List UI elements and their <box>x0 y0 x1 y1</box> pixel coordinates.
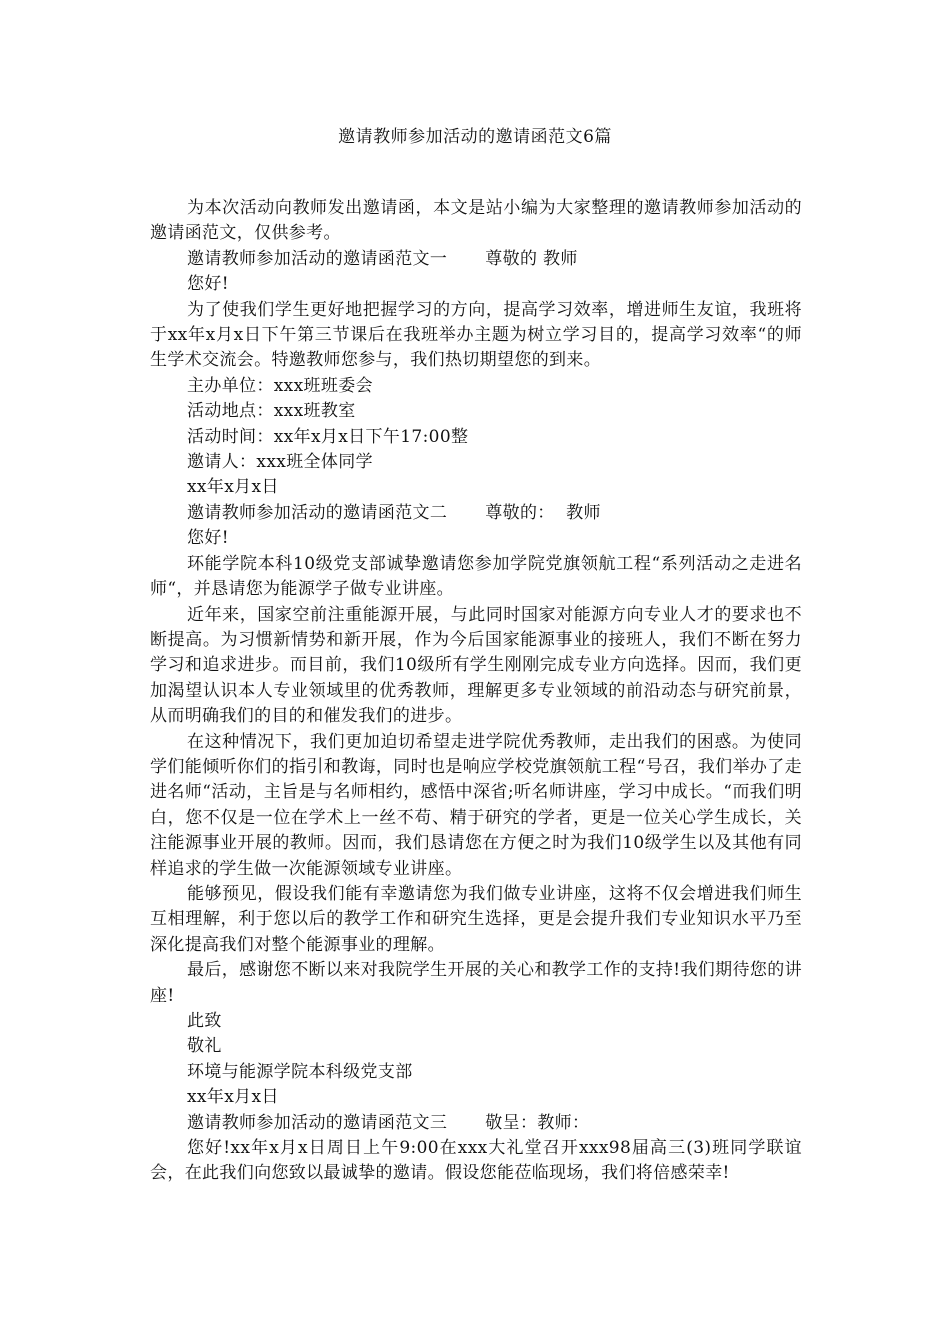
sample-three-salutation: 敬呈：教师： <box>485 1112 590 1133</box>
document-title: 邀请教师参加活动的邀请函范文6篇 <box>338 127 612 147</box>
venue-line: 活动地点：xxx班教室 <box>187 401 356 422</box>
date-line: xx年x月x日 <box>187 1087 279 1108</box>
closing-line: 此致 <box>187 1011 222 1031</box>
sample-three-title: 邀请教师参加活动的邀请函范文三 <box>187 1112 448 1133</box>
greeting: 您好! <box>187 274 229 295</box>
closing-line: 敬礼 <box>187 1036 222 1057</box>
sample-one-salutation: 尊敬的 教师 <box>485 248 578 269</box>
body-paragraph: 您好!xx年x月x日周日上午9:00在xxx大礼堂召开xxx98届高三(3)班同学联谊会，在此我们向您致以最诚挚的邀请。假设您能莅临现场，我们将倍感荣幸! <box>150 1138 802 1184</box>
body-paragraph: 环能学院本科10级党支部诚挚邀请您参加学院党旗领航工程“系列活动之走进名师“，并恳请您为能源学子做专业讲座。 <box>150 553 802 600</box>
time-line: 活动时间：xx年x月x日下午17:00整 <box>187 426 469 447</box>
sample-one-title: 邀请教师参加活动的邀请函范文一 <box>187 248 448 269</box>
sample-one-heading <box>150 247 802 272</box>
date-line: xx年x月x日 <box>187 477 279 498</box>
body-paragraph: 最后，感谢您不断以来对我院学生开展的关心和教学工作的支持!我们期待您的讲座! <box>150 960 802 1006</box>
sample-three-heading <box>150 1111 802 1136</box>
sample-two-salutation: 尊敬的： 教师 <box>485 502 601 523</box>
body-paragraph: 近年来，国家空前注重能源开展，与此同时国家对能源方向专业人才的要求也不断提高。为习惯新情势和新开展，作为今后国家能源事业的接班人，我们不断在努力学习和追求进步。而目前，我们10级所有学生刚刚完成专业方向选择。因而，我们更加渴望认识本人专业领域里的优秀教师，理解更多专业领域的前沿动态与研究前景，从而明确我们的目的和催发我们的进步。 <box>150 604 802 727</box>
signature-line: 环境与能源学院本科级党支部 <box>187 1061 413 1082</box>
body-paragraph: 能够预见，假设我们能有幸邀请您为我们做专业讲座，这将不仅会增进我们师生互相理解，利于您以后的教学工作和研究生选择，更是会提升我们专业知识水平乃至深化提高我们对整个能源事业的理解。 <box>150 883 802 955</box>
sample-two-title: 邀请教师参加活动的邀请函范文二 <box>187 502 448 523</box>
inviter-line: 邀请人：xxx班全体同学 <box>187 452 373 473</box>
body-paragraph: 为了使我们学生更好地把握学习的方向，提高学习效率，增进师生友谊，我班将于xx年x月x日下午第三节课后在我班举办主题为树立学习目的，提高学习效率“的师生学术交流会。特邀教师您参与，我们热切期望您的到来。 <box>150 299 802 371</box>
document-body <box>150 196 802 1187</box>
organizer-line: 主办单位：xxx班班委会 <box>187 375 373 396</box>
body-paragraph: 在这种情况下，我们更加迫切希望走进学院优秀教师，走出我们的困惑。为使同学们能倾听你们的指引和教诲，同时也是响应学校党旗领航工程“号召，我们举办了走进名师“活动，主旨是与名师相约，感悟中深省;听名师讲座，学习中成长。“而我们明白，您不仅是一位在学术上一丝不苟、精于研究的学者，更是一位关心学生成长，关注能源事业开展的教师。因而，我们恳请您在方便之时为我们10级学生以及其他有同样追求的学生做一次能源领域专业讲座。 <box>150 731 802 879</box>
greeting: 您好! <box>187 528 229 549</box>
sample-two-heading <box>150 501 802 526</box>
intro-paragraph: 为本次活动向教师发出邀请函，本文是站小编为大家整理的邀请教师参加活动的邀请函范文，仅供参考。 <box>150 198 802 244</box>
